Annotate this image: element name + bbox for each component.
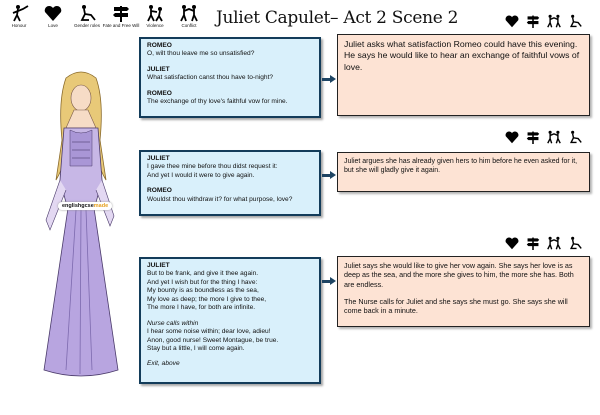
gender-roles-icon (567, 130, 583, 144)
quote-box-3: JULIET But to be frank, and give it thee again. And yet I wish but for the thing I have: My bounty is as boundless as the sea, My love as deep; the more I give to thee, The more I have, for both are infinite. Nurse calls within I hear some noise within; dear love, adieu! Anon, good nurse! Sweet Montague, be true. Stay but a little, I will come again. Exit, above (139, 257, 321, 384)
gender-roles-icon (567, 14, 583, 28)
gender-roles-icon (567, 236, 583, 250)
fencer-icon (9, 4, 29, 22)
conflict-icon (546, 236, 562, 250)
arrow-2 (322, 174, 330, 177)
signpost-icon (111, 4, 131, 22)
watermark: englishgcsemade (58, 202, 112, 210)
theme-gender-roles: Gender roles (72, 4, 102, 28)
quote-box-2: JULIET I gave thee mine before thou didst request it: And yet I would it were to give again. ROMEO Wouldst thou withdraw it? for what purpose, love? (139, 150, 321, 216)
theme-conflict: Conflict (174, 4, 204, 28)
juliet-illustration (36, 70, 126, 380)
signpost-icon (525, 130, 541, 144)
heart-icon (504, 236, 520, 250)
theme-icons-row-3 (504, 236, 583, 250)
heart-icon (43, 4, 63, 22)
theme-icons-row-2 (504, 130, 583, 144)
theme-legend (4, 4, 204, 28)
conflict-icon (546, 130, 562, 144)
note-box-2: Juliet argues she has already given hers to him before he even asked for it, but she will gladly give it again. (337, 152, 590, 192)
violence-icon (145, 4, 165, 22)
gender-roles-icon (77, 4, 97, 22)
theme-violence: Violence (140, 4, 170, 28)
page-title: Juliet Capulet– Act 2 Scene 2 (216, 8, 459, 28)
signpost-icon (525, 14, 541, 28)
theme-honour: Honour (4, 4, 34, 28)
conflict-icon (546, 14, 562, 28)
theme-fate: Fate and Free Will (106, 4, 136, 28)
note-box-1: Juliet asks what satisfaction Romeo could have this evening. He says he would like to hear an exchange of faithful vows of love. (337, 34, 590, 116)
signpost-icon (525, 236, 541, 250)
heart-icon (504, 130, 520, 144)
theme-love: Love (38, 4, 68, 28)
note-box-3: Juliet says she would like to give her vow again. She says her love is as deep as the sea, and the more she gives to him, the more she has. Both are endless. The Nurse calls for Juliet and she says she must go. She says she will come back in a minute. (337, 256, 590, 327)
arrow-1 (322, 78, 330, 81)
heart-icon (504, 14, 520, 28)
conflict-icon (179, 4, 199, 22)
theme-icons-row-1 (504, 14, 583, 28)
arrow-3 (322, 280, 330, 283)
quote-box-1: ROMEO O, wilt thou leave me so unsatisfied? JULIET What satisfaction canst thou have to-night? ROMEO The exchange of thy love's faithful vow for mine. (139, 37, 321, 118)
